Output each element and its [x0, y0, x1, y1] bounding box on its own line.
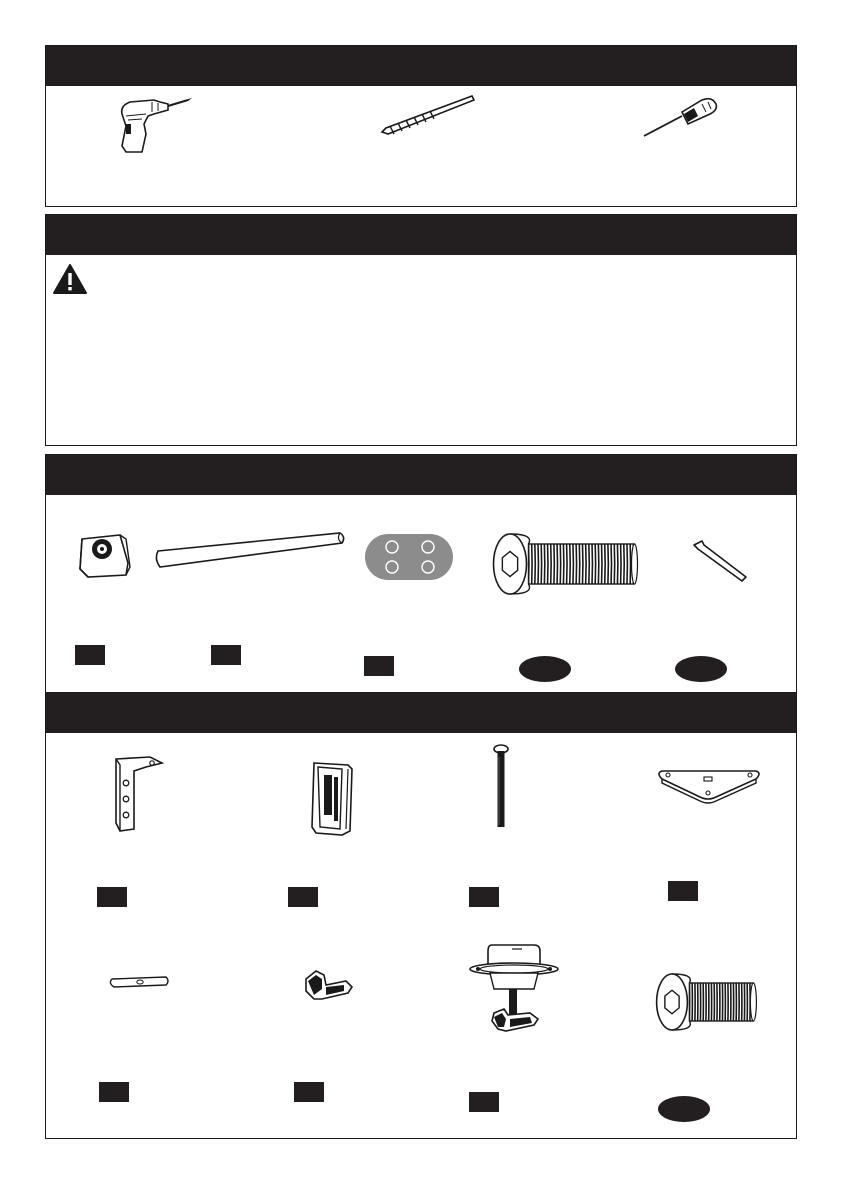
part-label-oval [675, 656, 727, 682]
warning-section [45, 214, 797, 446]
long-carriage-bolt-icon [488, 741, 514, 831]
part-label-tag [668, 881, 698, 901]
sliding-clamp-block-icon [302, 757, 362, 837]
part-label-tag [288, 887, 318, 907]
drill-bit-icon [380, 94, 480, 140]
warning-triangle-icon [52, 263, 88, 295]
part-label-tag [75, 645, 105, 665]
tools-section [45, 45, 797, 207]
part-label-tag [469, 1092, 499, 1112]
part-label-oval [519, 656, 571, 682]
hex-socket-screw-icon [642, 969, 752, 1035]
part-label-tag [97, 887, 127, 907]
power-drill-icon [108, 94, 238, 156]
l-mounting-bracket-icon [106, 753, 166, 833]
part-label-tag [211, 645, 241, 665]
parts-b-header-bar [46, 693, 796, 733]
hex-key-icon [690, 537, 750, 583]
wall-base-plate-icon [76, 527, 136, 583]
warning-header-bar [46, 215, 796, 255]
long-hex-bolt-icon [478, 529, 640, 599]
triangular-plate-icon [654, 763, 764, 805]
part-label-tag [364, 656, 394, 676]
support-pole-icon [152, 529, 348, 573]
part-label-tag [469, 887, 499, 907]
tools-header-bar [46, 46, 796, 86]
flat-washer-icon [108, 973, 172, 993]
part-label-oval [658, 1096, 710, 1122]
screwdriver-icon [640, 96, 730, 140]
parts-a-header-bar [46, 455, 796, 495]
pole-insert-cap-icon [364, 533, 456, 583]
desk-clamp-assembly-icon [468, 939, 560, 1043]
parts-b-section [45, 692, 797, 1139]
part-label-tag [294, 1082, 324, 1102]
hand-knob-icon [300, 969, 356, 1005]
parts-a-section [45, 454, 797, 692]
part-label-tag [99, 1082, 129, 1102]
